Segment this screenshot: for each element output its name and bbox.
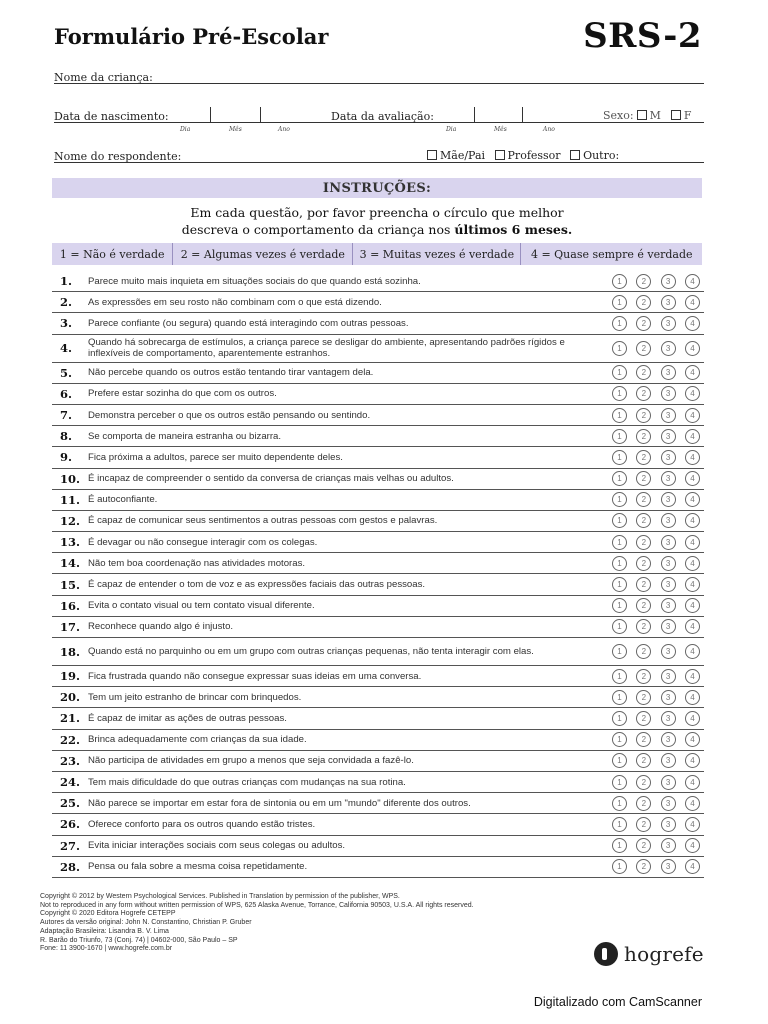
item-number: 6. xyxy=(60,386,73,401)
response-circle-4[interactable]: 4 xyxy=(685,274,700,289)
item-number: 23. xyxy=(60,753,81,768)
item-text: Oferece conforto para os outros quando estão tristes. xyxy=(88,818,316,830)
response-circle-4[interactable]: 4 xyxy=(685,341,700,356)
response-circle-3[interactable]: 3 xyxy=(661,316,676,331)
other-label: Outro: xyxy=(583,149,620,162)
response-circle-3[interactable]: 3 xyxy=(661,796,676,811)
item-response-options xyxy=(612,711,704,726)
item-row xyxy=(52,490,704,511)
response-circle-1[interactable]: 1 xyxy=(612,669,627,684)
response-circle-4[interactable]: 4 xyxy=(685,408,700,423)
response-circle-2[interactable]: 2 xyxy=(636,535,651,550)
response-circle-2[interactable]: 2 xyxy=(636,859,651,874)
item-row xyxy=(52,772,704,793)
item-response-options xyxy=(612,753,704,768)
response-circle-1[interactable]: 1 xyxy=(612,295,627,310)
response-circle-3[interactable]: 3 xyxy=(661,817,676,832)
item-row xyxy=(52,511,704,532)
item-text: É devagar ou não consegue interagir com os colegas. xyxy=(88,536,318,548)
child-name-label: Nome da criança: xyxy=(54,71,153,84)
response-circle-4[interactable]: 4 xyxy=(685,295,700,310)
item-number: 27. xyxy=(60,838,81,853)
item-response-options xyxy=(612,644,704,659)
response-circle-3[interactable]: 3 xyxy=(661,644,676,659)
response-circle-4[interactable]: 4 xyxy=(685,598,700,613)
item-response-options xyxy=(612,295,704,310)
scale-option-1: 1 = Não é verdade xyxy=(52,243,173,265)
item-response-options xyxy=(612,316,704,331)
response-circle-4[interactable]: 4 xyxy=(685,859,700,874)
instructions-line1: Em cada questão, por favor preencha o círculo que melhor xyxy=(190,205,564,220)
response-circle-3[interactable]: 3 xyxy=(661,556,676,571)
items-list xyxy=(52,271,704,878)
response-circle-4[interactable]: 4 xyxy=(685,775,700,790)
response-circle-1[interactable]: 1 xyxy=(612,386,627,401)
response-circle-3[interactable]: 3 xyxy=(661,471,676,486)
item-number: 16. xyxy=(60,598,81,613)
response-circle-2[interactable]: 2 xyxy=(636,732,651,747)
tick xyxy=(522,107,523,123)
response-circle-3[interactable]: 3 xyxy=(661,838,676,853)
response-circle-1[interactable]: 1 xyxy=(612,450,627,465)
tick xyxy=(210,107,211,123)
sex-m-label: M xyxy=(649,109,661,122)
item-response-options xyxy=(612,513,704,528)
item-number: 28. xyxy=(60,859,81,874)
scale-option-4: 4 = Quase sempre é verdade xyxy=(530,247,693,261)
response-circle-1[interactable]: 1 xyxy=(612,775,627,790)
response-circle-1[interactable]: 1 xyxy=(612,690,627,705)
response-circle-3[interactable]: 3 xyxy=(661,775,676,790)
item-row xyxy=(52,363,704,384)
copyright-block xyxy=(40,893,600,954)
response-circle-3[interactable]: 3 xyxy=(661,690,676,705)
response-circle-3[interactable]: 3 xyxy=(661,429,676,444)
response-circle-3[interactable]: 3 xyxy=(661,450,676,465)
response-circle-1[interactable]: 1 xyxy=(612,753,627,768)
response-circle-2[interactable]: 2 xyxy=(636,753,651,768)
response-circle-3[interactable]: 3 xyxy=(661,669,676,684)
item-response-options xyxy=(612,859,704,874)
response-circle-3[interactable]: 3 xyxy=(661,295,676,310)
item-text: Evita iniciar interações sociais com seus colegas ou adultos. xyxy=(88,840,346,852)
response-circle-1[interactable]: 1 xyxy=(612,619,627,634)
response-circle-4[interactable]: 4 xyxy=(685,535,700,550)
response-circle-2[interactable]: 2 xyxy=(636,450,651,465)
item-text: Quando há sobrecarga de estímulos, a criança parece se desligar do ambiente, apresentando padrões rígidos e inflexíveis de comportamento, aparentemente estranhos. xyxy=(88,337,565,360)
item-row xyxy=(52,793,704,814)
item-response-options xyxy=(612,775,704,790)
instructions-text xyxy=(52,204,702,238)
item-text: Não parece se importar em estar fora de sintonia ou em um "mundo" diferente dos outros. xyxy=(88,797,471,809)
child-name-line[interactable] xyxy=(54,83,704,84)
item-row xyxy=(52,814,704,835)
response-circle-3[interactable]: 3 xyxy=(661,365,676,380)
response-circle-2[interactable]: 2 xyxy=(636,775,651,790)
item-response-options xyxy=(612,471,704,486)
response-circle-1[interactable]: 1 xyxy=(612,316,627,331)
item-text: Demonstra perceber o que os outros estão pensando ou sentindo. xyxy=(88,409,371,421)
response-circle-2[interactable]: 2 xyxy=(636,817,651,832)
item-number: 12. xyxy=(60,513,81,528)
response-circle-2[interactable]: 2 xyxy=(636,796,651,811)
eval-year-caption: Ano xyxy=(543,126,555,133)
copyright-line: Copyright © 2020 Editora Hogrefe CETEPP xyxy=(40,910,176,918)
response-circle-2[interactable]: 2 xyxy=(636,669,651,684)
response-circle-1[interactable]: 1 xyxy=(612,859,627,874)
item-response-options xyxy=(612,429,704,444)
instructions-header xyxy=(52,178,702,198)
respondent-line[interactable] xyxy=(54,162,704,163)
copyright-line: Copyright © 2012 by Western Psychological Services. Published in Translation by permission of the publisher, WPS. xyxy=(40,893,400,900)
response-circle-2[interactable]: 2 xyxy=(636,408,651,423)
sex-field xyxy=(603,109,691,122)
response-circle-2[interactable]: 2 xyxy=(636,838,651,853)
response-circle-4[interactable]: 4 xyxy=(685,577,700,592)
item-number: 13. xyxy=(60,535,81,550)
tick xyxy=(260,107,261,123)
other-checkbox[interactable] xyxy=(570,150,580,160)
item-number: 24. xyxy=(60,775,81,790)
response-circle-4[interactable]: 4 xyxy=(685,732,700,747)
item-row xyxy=(52,708,704,729)
item-row xyxy=(52,596,704,617)
item-row xyxy=(52,292,704,313)
eval-date-label: Data da avaliação: xyxy=(331,110,434,123)
item-text: Fica próxima a adultos, parece ser muito dependente deles. xyxy=(88,451,343,463)
response-circle-2[interactable]: 2 xyxy=(636,644,651,659)
response-circle-4[interactable]: 4 xyxy=(685,365,700,380)
item-response-options xyxy=(612,817,704,832)
item-text: Quando está no parquinho ou em um grupo com outras crianças pequenas, não tenta interagir com elas. xyxy=(88,646,534,657)
item-text: Brinca adequadamente com crianças da sua idade. xyxy=(88,734,307,746)
item-text: É capaz de entender o tom de voz e as expressões faciais das outras pessoas. xyxy=(88,579,426,591)
item-text: É capaz de comunicar seus sentimentos a outras pessoas com gestos e palavras. xyxy=(88,515,438,527)
item-response-options xyxy=(612,598,704,613)
item-response-options xyxy=(612,556,704,571)
response-circle-3[interactable]: 3 xyxy=(661,341,676,356)
scale-option-2: 2 = Algumas vezes é verdade xyxy=(173,243,353,265)
parent-checkbox[interactable] xyxy=(427,150,437,160)
hogrefe-logo-icon xyxy=(594,942,618,966)
eval-month-caption: Mês xyxy=(494,126,507,133)
response-circle-4[interactable]: 4 xyxy=(685,450,700,465)
item-response-options xyxy=(612,492,704,507)
response-circle-3[interactable]: 3 xyxy=(661,274,676,289)
item-number: 1. xyxy=(60,274,73,289)
item-number: 4. xyxy=(60,341,73,356)
item-number: 17. xyxy=(60,619,81,634)
response-circle-1[interactable]: 1 xyxy=(612,644,627,659)
response-circle-2[interactable]: 2 xyxy=(636,386,651,401)
item-number: 26. xyxy=(60,817,81,832)
item-response-options xyxy=(612,408,704,423)
item-row xyxy=(52,857,704,878)
item-text: Parece muito mais inquieta em situações sociais do que quando está sozinha. xyxy=(88,275,421,287)
response-circle-4[interactable]: 4 xyxy=(685,492,700,507)
respondent-type xyxy=(424,149,619,162)
item-number: 3. xyxy=(60,316,73,331)
item-row xyxy=(52,447,704,468)
response-circle-4[interactable]: 4 xyxy=(685,386,700,401)
response-circle-3[interactable]: 3 xyxy=(661,577,676,592)
response-circle-3[interactable]: 3 xyxy=(661,619,676,634)
item-number: 11. xyxy=(60,492,81,507)
item-text: Parece confiante (ou segura) quando está interagindo com outras pessoas. xyxy=(88,317,409,329)
response-circle-4[interactable]: 4 xyxy=(685,817,700,832)
item-row xyxy=(52,687,704,708)
response-circle-4[interactable]: 4 xyxy=(685,316,700,331)
item-row xyxy=(52,405,704,426)
item-text: Reconhece quando algo é injusto. xyxy=(88,621,234,633)
item-response-options xyxy=(612,838,704,853)
item-response-options xyxy=(612,386,704,401)
response-circle-1[interactable]: 1 xyxy=(612,535,627,550)
response-circle-1[interactable]: 1 xyxy=(612,796,627,811)
item-row xyxy=(52,836,704,857)
response-circle-2[interactable]: 2 xyxy=(636,513,651,528)
response-circle-1[interactable]: 1 xyxy=(612,838,627,853)
scanner-watermark: Digitalizado com CamScanner xyxy=(533,995,702,1009)
item-response-options xyxy=(612,577,704,592)
item-row xyxy=(52,638,704,666)
response-circle-2[interactable]: 2 xyxy=(636,619,651,634)
item-text: Pensa ou fala sobre a mesma coisa repetidamente. xyxy=(88,861,308,873)
response-circle-2[interactable]: 2 xyxy=(636,556,651,571)
response-circle-3[interactable]: 3 xyxy=(661,732,676,747)
item-number: 20. xyxy=(60,690,81,705)
response-circle-1[interactable]: 1 xyxy=(612,492,627,507)
item-text: Não participa de atividades em grupo a menos que seja convidada a fazê-lo. xyxy=(88,755,414,767)
response-circle-2[interactable]: 2 xyxy=(636,598,651,613)
item-number: 5. xyxy=(60,365,73,380)
response-circle-3[interactable]: 3 xyxy=(661,408,676,423)
response-circle-1[interactable]: 1 xyxy=(612,732,627,747)
item-response-options xyxy=(612,341,704,356)
item-number: 21. xyxy=(60,711,81,726)
response-circle-4[interactable]: 4 xyxy=(685,838,700,853)
response-circle-1[interactable]: 1 xyxy=(612,429,627,444)
item-row xyxy=(52,271,704,292)
item-number: 10. xyxy=(60,471,81,486)
item-response-options xyxy=(612,690,704,705)
response-circle-2[interactable]: 2 xyxy=(636,492,651,507)
item-number: 22. xyxy=(60,732,81,747)
response-circle-4[interactable]: 4 xyxy=(685,796,700,811)
item-text: Não percebe quando os outros estão tentando tirar vantagem dela. xyxy=(88,367,374,379)
item-text: Tem um jeito estranho de brincar com brinquedos. xyxy=(88,691,302,703)
response-circle-2[interactable]: 2 xyxy=(636,365,651,380)
item-text: É capaz de imitar as ações de outras pessoas. xyxy=(88,712,287,724)
response-circle-3[interactable]: 3 xyxy=(661,753,676,768)
sex-label: Sexo: xyxy=(603,109,634,122)
response-circle-4[interactable]: 4 xyxy=(685,513,700,528)
response-circle-3[interactable]: 3 xyxy=(661,513,676,528)
item-row xyxy=(52,335,704,363)
item-row xyxy=(52,469,704,490)
item-row xyxy=(52,384,704,405)
item-text: É autoconfiante. xyxy=(88,494,158,506)
item-response-options xyxy=(612,365,704,380)
item-response-options xyxy=(612,796,704,811)
response-circle-1[interactable]: 1 xyxy=(612,556,627,571)
birth-month-caption: Mês xyxy=(229,126,242,133)
response-circle-2[interactable]: 2 xyxy=(636,316,651,331)
teacher-checkbox[interactable] xyxy=(495,150,505,160)
item-text: É incapaz de compreender o sentido da conversa de crianças mais velhas ou adultos. xyxy=(88,473,454,485)
instructions-line2-text: descreva o comportamento da criança nos xyxy=(181,222,455,237)
response-circle-1[interactable]: 1 xyxy=(612,471,627,486)
item-response-options xyxy=(612,274,704,289)
birth-year-caption: Ano xyxy=(278,126,290,133)
sex-m-checkbox[interactable] xyxy=(637,110,647,120)
item-text: Tem mais dificuldade do que outras crianças com mudanças na sua rotina. xyxy=(88,776,406,788)
response-circle-3[interactable]: 3 xyxy=(661,598,676,613)
item-row xyxy=(52,751,704,772)
response-scale xyxy=(52,243,702,265)
item-number: 8. xyxy=(60,429,73,444)
item-row xyxy=(52,666,704,687)
item-number: 15. xyxy=(60,577,81,592)
item-row xyxy=(52,574,704,595)
response-circle-4[interactable]: 4 xyxy=(685,471,700,486)
response-circle-3[interactable]: 3 xyxy=(661,492,676,507)
item-number: 7. xyxy=(60,408,73,423)
item-row xyxy=(52,532,704,553)
item-row xyxy=(52,617,704,638)
item-number: 19. xyxy=(60,669,81,684)
item-number: 25. xyxy=(60,796,81,811)
item-number: 2. xyxy=(60,295,73,310)
response-circle-1[interactable]: 1 xyxy=(612,711,627,726)
respondent-label: Nome do respondente: xyxy=(54,150,182,163)
parent-label: Mãe/Pai xyxy=(440,149,486,162)
copyright-line: Fone: 11 3900-1670 | www.hogrefe.com.br xyxy=(40,945,173,953)
birth-date-label: Data de nascimento: xyxy=(54,110,169,123)
response-circle-4[interactable]: 4 xyxy=(685,690,700,705)
response-circle-2[interactable]: 2 xyxy=(636,471,651,486)
item-row xyxy=(52,313,704,334)
item-row xyxy=(52,553,704,574)
response-circle-4[interactable]: 4 xyxy=(685,711,700,726)
response-circle-4[interactable]: 4 xyxy=(685,753,700,768)
copyright-line: Not to reproduced in any form without written permission of WPS, 625 Alaska Avenue, Torrance, California 90503, U.S.A. All rights reserved. xyxy=(40,901,474,909)
response-circle-2[interactable]: 2 xyxy=(636,711,651,726)
response-circle-1[interactable]: 1 xyxy=(612,274,627,289)
response-circle-4[interactable]: 4 xyxy=(685,669,700,684)
response-circle-2[interactable]: 2 xyxy=(636,274,651,289)
item-response-options xyxy=(612,450,704,465)
teacher-label: Professor xyxy=(507,149,561,162)
item-text: Não tem boa coordenação nas atividades motoras. xyxy=(88,557,306,569)
response-circle-1[interactable]: 1 xyxy=(612,408,627,423)
item-response-options xyxy=(612,669,704,684)
item-text: Prefere estar sozinha do que com os outros. xyxy=(88,388,277,400)
eval-day-caption: Dia xyxy=(446,126,457,133)
form-title: Formulário Pré-Escolar xyxy=(54,24,329,49)
item-text: Evita o contato visual ou tem contato visual diferente. xyxy=(88,600,315,612)
item-number: 18. xyxy=(60,644,81,659)
response-circle-2[interactable]: 2 xyxy=(636,577,651,592)
response-circle-3[interactable]: 3 xyxy=(661,535,676,550)
copyright-line: Autores da versão original: John N. Constantino, Christian P. Gruber xyxy=(40,919,252,927)
hogrefe-logo-text: hogrefe xyxy=(624,942,704,966)
response-circle-2[interactable]: 2 xyxy=(636,341,651,356)
sex-f-label: F xyxy=(683,109,692,122)
copyright-line: Adaptação Brasileira: Lisandra B. V. Lima xyxy=(40,927,169,935)
response-circle-2[interactable]: 2 xyxy=(636,429,651,444)
response-circle-1[interactable]: 1 xyxy=(612,365,627,380)
response-circle-3[interactable]: 3 xyxy=(661,386,676,401)
item-row xyxy=(52,730,704,751)
scale-option-3: 3 = Muitas vezes é verdade xyxy=(353,243,521,265)
response-circle-2[interactable]: 2 xyxy=(636,690,651,705)
item-number: 9. xyxy=(60,450,73,465)
tick xyxy=(474,107,475,123)
response-circle-2[interactable]: 2 xyxy=(636,295,651,310)
response-circle-4[interactable]: 4 xyxy=(685,644,700,659)
hogrefe-logo xyxy=(594,942,704,966)
item-text: As expressões em seu rosto não combinam com o que está dizendo. xyxy=(88,296,382,308)
item-response-options xyxy=(612,732,704,747)
response-circle-1[interactable]: 1 xyxy=(612,513,627,528)
response-circle-3[interactable]: 3 xyxy=(661,859,676,874)
copyright-line: R. Barão do Triunfo, 73 (Conj. 74) | 04602-000, São Paulo – SP xyxy=(40,936,238,944)
item-number: 14. xyxy=(60,556,81,571)
response-circle-4[interactable]: 4 xyxy=(685,556,700,571)
form-code: SRS-2 xyxy=(583,16,702,56)
birth-day-caption: Dia xyxy=(180,126,191,133)
item-text: Fica frustrada quando não consegue expressar suas ideias em uma conversa. xyxy=(88,670,422,682)
sex-f-checkbox[interactable] xyxy=(671,110,681,120)
instructions-line2 xyxy=(52,221,702,238)
item-response-options xyxy=(612,619,704,634)
instructions-line2-emphasis: últimos 6 meses. xyxy=(454,222,573,237)
instructions-heading: INSTRUÇÕES: xyxy=(322,180,432,196)
response-circle-4[interactable]: 4 xyxy=(685,619,700,634)
item-response-options xyxy=(612,535,704,550)
response-circle-1[interactable]: 1 xyxy=(612,598,627,613)
response-circle-4[interactable]: 4 xyxy=(685,429,700,444)
response-circle-1[interactable]: 1 xyxy=(612,817,627,832)
item-row xyxy=(52,426,704,447)
response-circle-3[interactable]: 3 xyxy=(661,711,676,726)
response-circle-1[interactable]: 1 xyxy=(612,341,627,356)
response-circle-1[interactable]: 1 xyxy=(612,577,627,592)
item-text: Se comporta de maneira estranha ou bizarra. xyxy=(88,430,282,442)
